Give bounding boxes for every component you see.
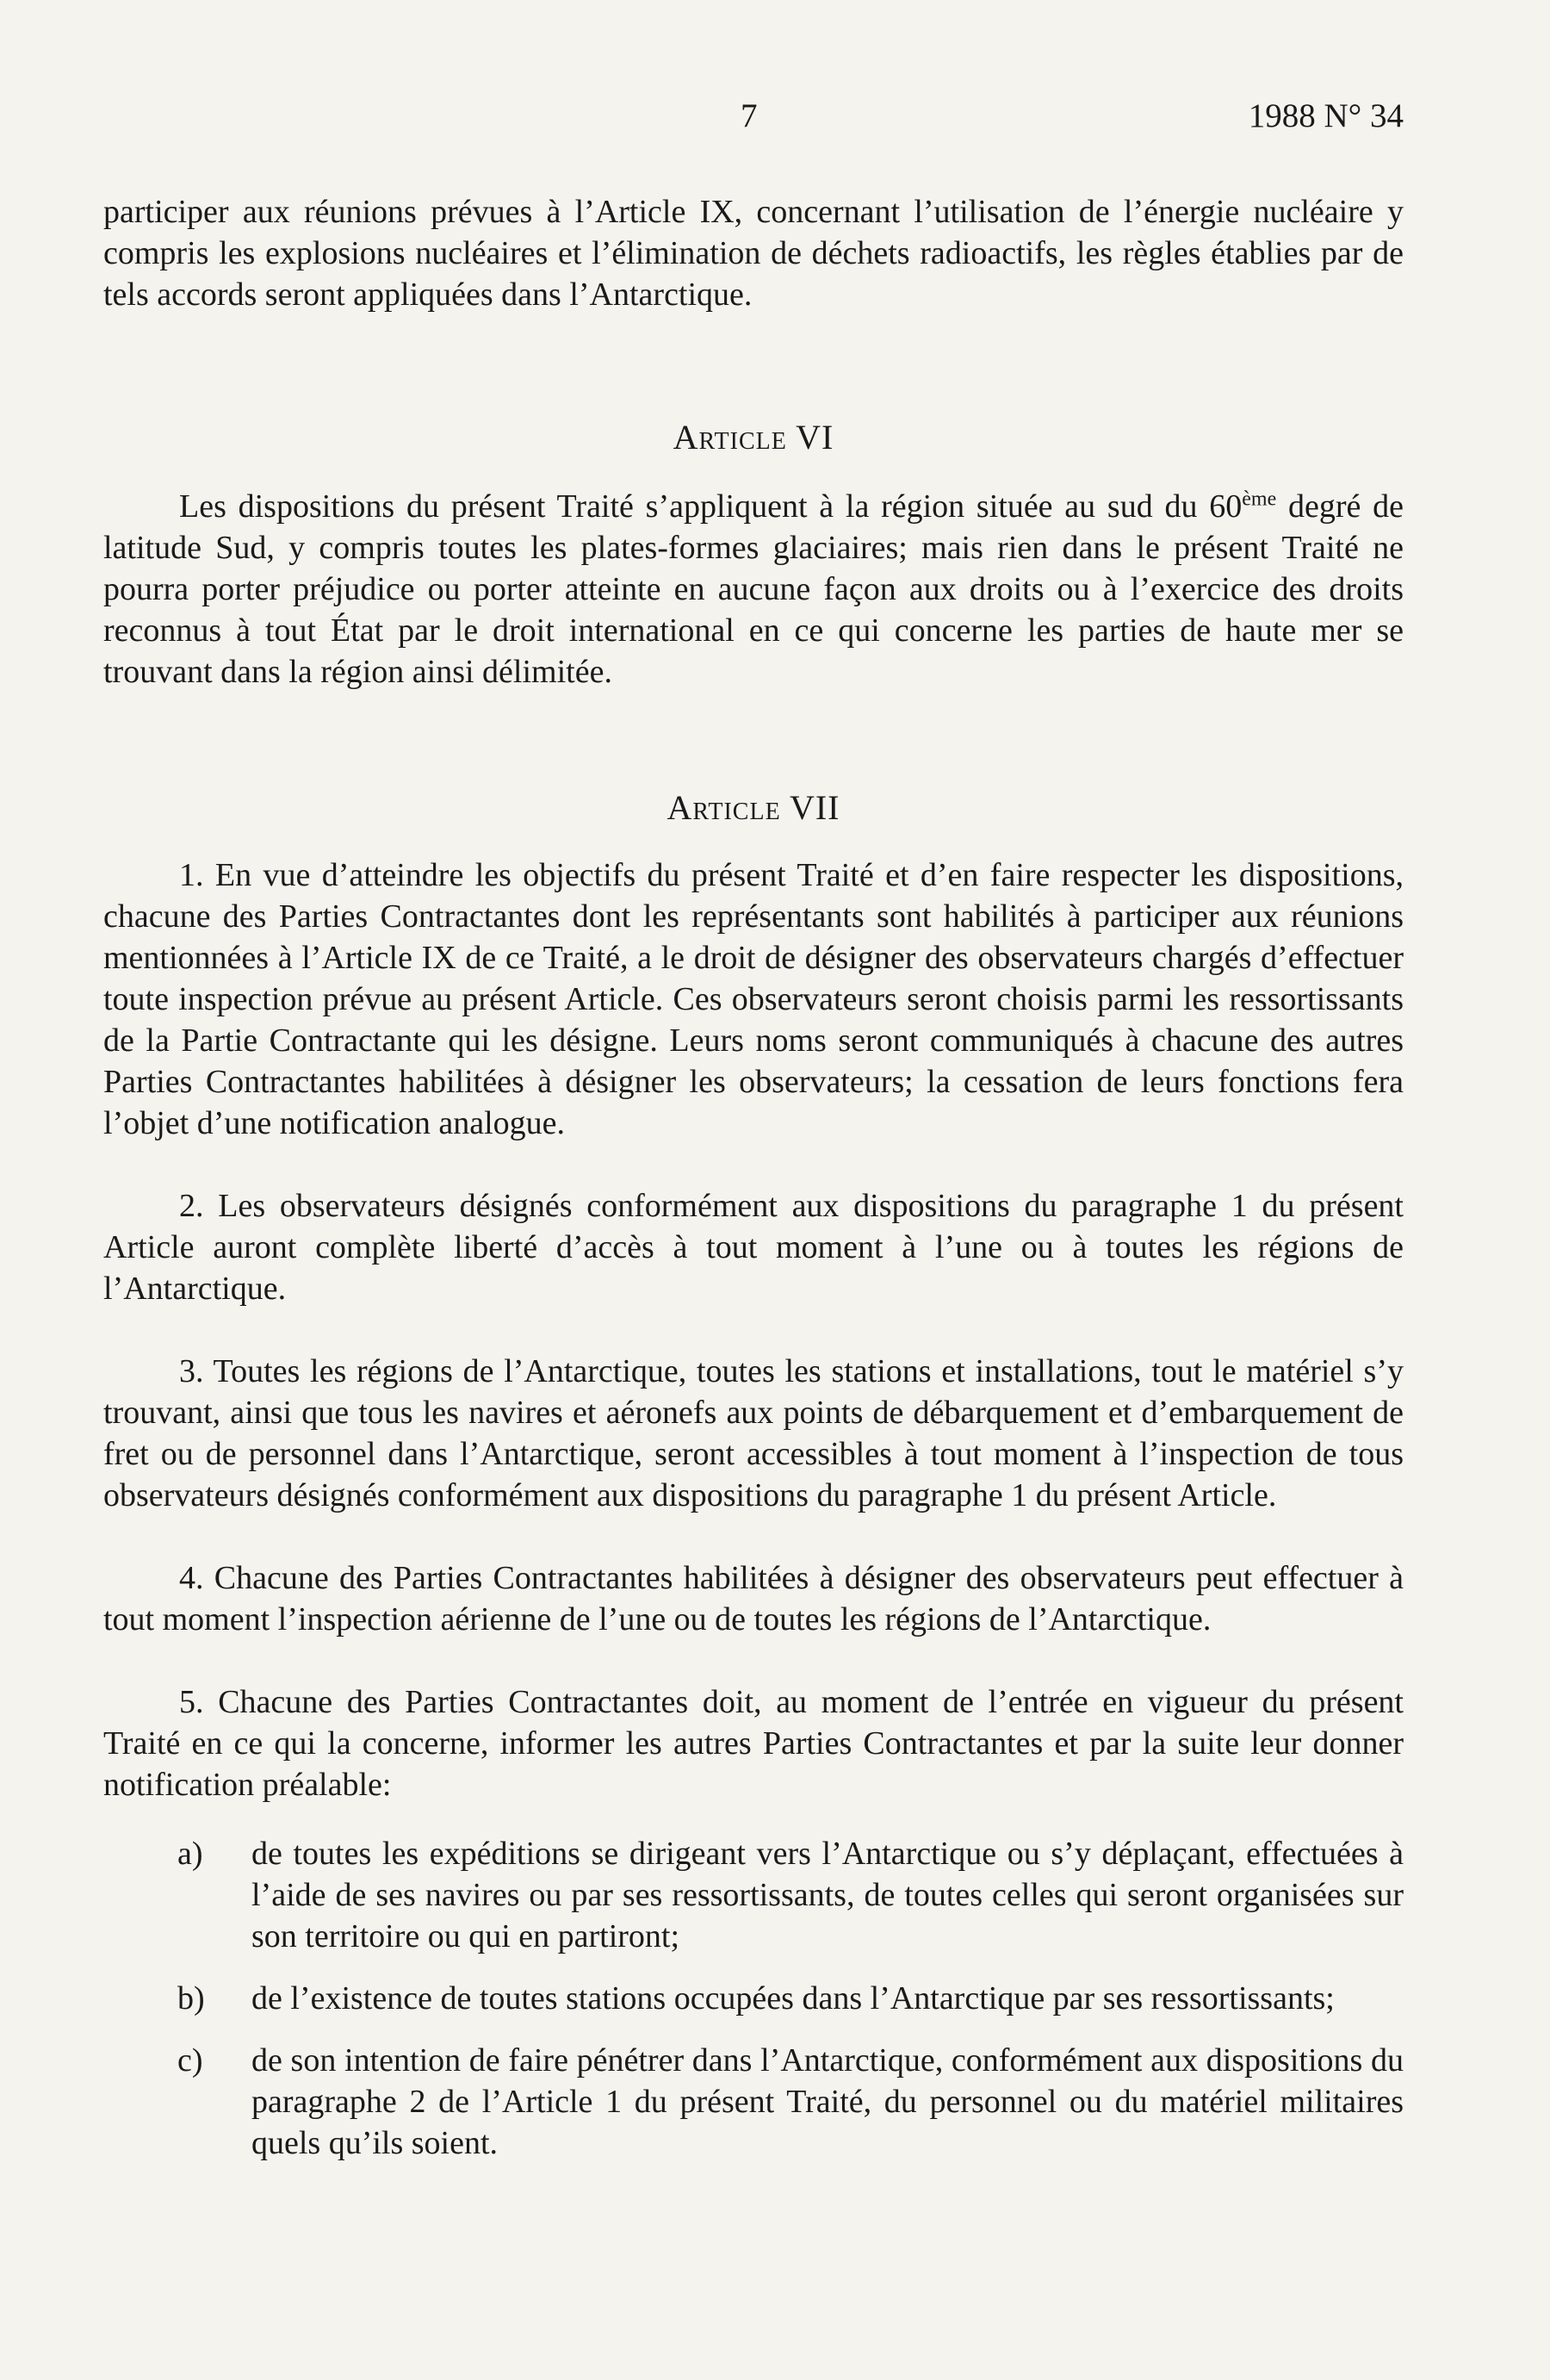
document-body — [103, 191, 1404, 2164]
ordinal-superscript: ème — [1242, 488, 1277, 511]
list-item-text: de son intention de faire pénétrer dans l’Antarctique, conformément aux dispositions du paragraphe 2 de l’Article 1 du présent Traité, du personnel ou du matériel militaires quels qu’ils soient. — [251, 2042, 1404, 2161]
article-vii-paragraph-4: 4. Chacune des Parties Contractantes habilitées à désigner des observateurs peut effectuer à tout moment l’inspection aérienne de l’une ou de toutes les régions de l’Antarctique. — [103, 1560, 1404, 1637]
article-vii-paragraph-3: 3. Toutes les régions de l’Antarctique, toutes les stations et installations, tout le matériel s’y trouvant, ainsi que tous les navires et aéronefs aux points de débarquement et d’embarquement de fret ou de personnel dans l’Antarctique, seront accessibles à tout moment à l’inspection de tous observateurs désignés conformément aux dispositions du paragraphe 1 du présent Article. — [103, 1353, 1404, 1513]
list-item-text: de l’existence de toutes stations occupées dans l’Antarctique par ses ressortissants; — [251, 1980, 1335, 2016]
article-vi-text-end: degré de latitude Sud, y compris toutes les plates-formes glaciaires; mais rien dans le présent Traité ne pourra porter préjudice ou porter atteinte en aucune façon aux droits ou à l’exercice des droits reconnus à tout État par le droit international en ce qui concerne les parties de haute mer se trouvant dans la région ainsi délimitée. — [103, 488, 1404, 690]
list-item — [103, 2040, 1404, 2164]
list-marker: c) — [177, 2042, 203, 2079]
list-item — [103, 1978, 1404, 2019]
list-item-text: de toutes les expéditions se dirigeant vers l’Antarctique ou s’y déplaçant, effectuées à l’aide de ses navires ou par ses ressortissants, de toutes celles qui seront organisées sur son territoire ou qui en partiront; — [251, 1836, 1404, 1954]
page-header — [103, 96, 1404, 140]
article-vi-text-start: Les dispositions du présent Traité s’appliquent à la région située au sud du 60 — [179, 488, 1243, 525]
list-item — [103, 1833, 1404, 1957]
list-marker: b) — [177, 1980, 205, 2016]
article-vii-paragraph-2: 2. Les observateurs désignés conformément aux dispositions du paragraphe 1 du présent Article auront complète liberté d’accès à tout moment à l’une ou à toutes les régions de l’Antarctique. — [103, 1188, 1404, 1307]
article-vii-paragraph-5: 5. Chacune des Parties Contractantes doit, au moment de l’entrée en vigueur du présent Traité en ce qui la concerne, informer les autres Parties Contractantes et par la suite leur donner notification préalable: — [103, 1684, 1404, 1803]
article-vii-paragraph-1: 1. En vue d’atteindre les objectifs du présent Traité et d’en faire respecter les dispositions, chacune des Parties Contractantes dont les représentants sont habilités à participer aux réunions mentionnées à l’Article IX de ce Traité, a le droit de désigner des observateurs chargés d’effectuer toute inspection prévue au présent Article. Ces observateurs seront choisis parmi les ressortissants de la Partie Contractante qui les désigne. Leurs noms seront communiqués à chacune des autres Parties Contractantes habilitées à désigner les observateurs; la cessation de leurs fonctions fera l’objet d’une notification analogue. — [103, 857, 1404, 1141]
document-page — [103, 0, 1404, 2380]
article-vi-heading: Article VI — [673, 418, 834, 457]
article-vi-paragraph — [103, 486, 1404, 693]
article-vii-heading: Article VII — [666, 788, 840, 827]
notification-list — [103, 1833, 1404, 2164]
year-and-number: 1988 N° 34 — [1248, 97, 1404, 134]
page-number: 7 — [741, 97, 758, 134]
list-marker: a) — [177, 1836, 203, 1872]
intro-paragraph: participer aux réunions prévues à l’Article IX, concernant l’utilisation de l’énergie nucléaire y compris les explosions nucléaires et l’élimination de déchets radioactifs, les règles établies par de tels accords seront appliquées dans l’Antarctique. — [103, 194, 1404, 313]
